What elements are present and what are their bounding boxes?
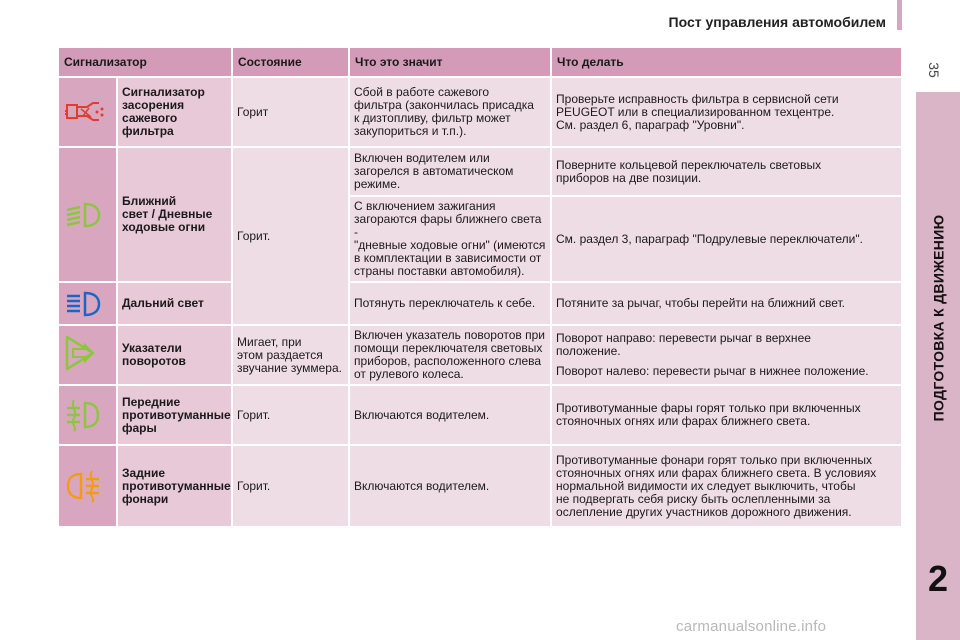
section-label: ПОДГОТОВКА К ДВИЖЕНИЮ	[930, 214, 946, 422]
warning-lamps-table	[57, 46, 903, 528]
name-line: фонари	[122, 491, 169, 506]
action-line: приборов на две позиции.	[556, 170, 702, 185]
table-row	[58, 77, 902, 147]
meaning-line: режиме.	[354, 177, 401, 191]
meaning-line: помощи переключателя световых	[354, 341, 543, 355]
drl-action: См. раздел 3, параграф "Подрулевые переключатели".	[551, 196, 902, 282]
table-header-row	[58, 47, 902, 77]
turn-indicator-meaning	[349, 325, 551, 385]
watermark: carmanualsonline.info	[676, 618, 827, 635]
name-line: Сигнализатор	[122, 85, 205, 99]
page-header-title: Пост управления автомобилем	[668, 14, 886, 30]
low-beam-icon-cell	[58, 147, 117, 282]
low-beam-action	[551, 147, 902, 196]
meaning-line: загораются фары ближнего света -	[354, 212, 542, 239]
meaning-line: "дневные ходовые огни" (имеются	[354, 238, 546, 252]
turn-indicator-icon-cell	[58, 325, 117, 385]
meaning-line: к дизтопливу, фильтр может	[354, 111, 511, 125]
name-line: сажевого	[122, 111, 178, 125]
col-header-state: Состояние	[232, 47, 349, 77]
soot-filter-action	[551, 77, 902, 147]
action-line: См. раздел 6, параграф "Уровни".	[556, 117, 745, 132]
meaning-line: приборов, расположенного слева	[354, 354, 542, 368]
col-header-action: Что делать	[551, 47, 902, 77]
front-fog-meaning: Включаются водителем.	[349, 385, 551, 445]
name-line: фильтра	[122, 124, 174, 138]
soot-filter-meaning	[349, 77, 551, 147]
front-fog-name	[117, 385, 232, 445]
col-header-indicator: Сигнализатор	[58, 47, 232, 77]
state-line: Мигает, при	[237, 334, 302, 349]
soot-filter-state: Горит	[232, 77, 349, 147]
turn-indicator-state	[232, 325, 349, 385]
action-line: Поворот направо: перевести рычаг в верхнее	[556, 331, 811, 345]
meaning-line: в комплектации в зависимости от	[354, 251, 542, 265]
meaning-line: Включен водителем или	[354, 151, 490, 165]
page-number: 35	[926, 62, 942, 78]
rear-fog-state: Горит.	[232, 445, 349, 527]
front-fog-icon	[63, 398, 103, 432]
action-line: нормальной видимости их следует выключить, чтобы	[556, 478, 856, 493]
col-header-meaning: Что это значит	[349, 47, 551, 77]
high-beam-icon-cell	[58, 282, 117, 325]
rear-fog-icon-cell	[58, 445, 117, 527]
turn-indicator-action	[551, 325, 902, 385]
action-line: стояночных огнях или фарах ближнего света. В условиях	[556, 465, 877, 480]
action-line: Поверните кольцевой переключатель световых	[556, 157, 822, 172]
front-fog-action	[551, 385, 902, 445]
meaning-line: загорелся в автоматическом	[354, 164, 514, 178]
action-line: Противотуманные фары горят только при включенных	[556, 401, 861, 415]
action-line: не подвергать себя риску быть ослепленными за	[556, 491, 831, 506]
high-beam-icon	[63, 289, 103, 319]
action-line: Проверьте исправность фильтра в сервисной сети	[556, 91, 839, 106]
meaning-line: фильтра (закончилась присадка	[354, 98, 534, 112]
low-beam-state: Горит.	[232, 147, 349, 325]
rear-fog-action	[551, 445, 902, 527]
rear-fog-icon	[63, 469, 103, 503]
meaning-line: закупориться и т.п.).	[354, 124, 467, 138]
table-row	[58, 282, 902, 325]
low-beam-icon	[63, 200, 103, 230]
rear-fog-meaning: Включаются водителем.	[349, 445, 551, 527]
rear-fog-name	[117, 445, 232, 527]
name-line: фары	[122, 420, 157, 435]
table-row	[58, 325, 902, 385]
name-line: Передние	[122, 394, 181, 409]
name-line: свет / Дневные	[122, 207, 213, 221]
table-row	[58, 385, 902, 445]
soot-filter-icon-cell	[58, 77, 117, 147]
action-line: стояночных огнях или фарах ближнего света.	[556, 414, 811, 428]
table-row	[58, 147, 902, 196]
meaning-line: страны поставки автомобиля).	[354, 264, 525, 278]
name-line: Указатели	[122, 341, 182, 355]
name-line: ходовые огни	[122, 220, 206, 234]
meaning-line: С включением зажигания	[354, 199, 496, 213]
high-beam-action: Потяните за рычаг, чтобы перейти на ближний свет.	[551, 282, 902, 325]
low-beam-name	[117, 147, 232, 282]
name-line: поворотов	[122, 354, 186, 368]
drl-meaning	[349, 196, 551, 282]
soot-filter-name	[117, 77, 232, 147]
action-line: Противотуманные фонари горят только при включенных	[556, 452, 873, 467]
action-line: Поворот налево: перевести рычаг в нижнее положение.	[556, 364, 869, 378]
state-line: звучание зуммера.	[237, 360, 342, 375]
state-line: этом раздается	[237, 347, 323, 362]
low-beam-meaning	[349, 147, 551, 196]
table-row	[58, 445, 902, 527]
high-beam-name: Дальний свет	[117, 282, 232, 325]
name-line: противотуманные	[122, 407, 231, 422]
meaning-line: Включен указатель поворотов при	[354, 328, 546, 342]
turn-indicator-name	[117, 325, 232, 385]
action-line: положение.	[556, 344, 621, 358]
chapter-number: 2	[927, 558, 949, 599]
action-line: ослепление других участников дорожного движения.	[556, 504, 852, 519]
front-fog-icon-cell	[58, 385, 117, 445]
high-beam-meaning: Потянуть переключатель к себе.	[349, 282, 551, 325]
name-line: засорения	[122, 98, 185, 112]
action-line: PEUGEOT или в специализированном техцентре.	[556, 104, 835, 119]
header-accent-bar	[897, 0, 902, 30]
meaning-line: от рулевого колеса.	[354, 367, 464, 381]
name-line: Ближний	[122, 194, 177, 208]
name-line: противотуманные	[122, 478, 231, 493]
meaning-line: Сбой в работе сажевого	[354, 85, 490, 99]
front-fog-state: Горит.	[232, 385, 349, 445]
section-label-wrap	[916, 92, 960, 544]
turn-arrows-icon	[63, 335, 99, 375]
name-line: Задние	[122, 465, 166, 480]
soot-filter-icon	[63, 97, 107, 127]
